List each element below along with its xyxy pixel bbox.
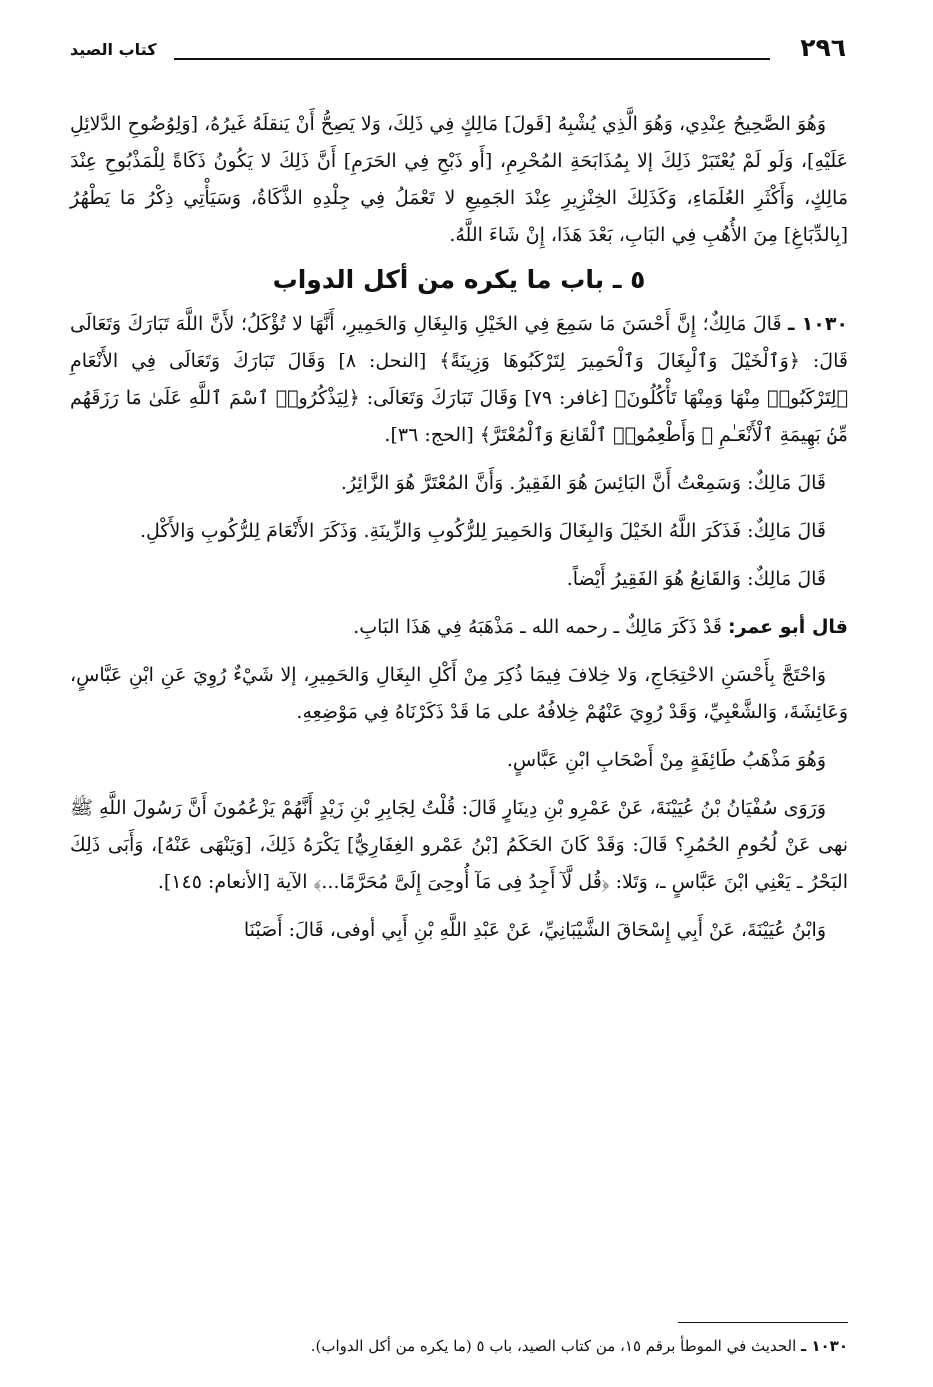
book-page: [70, 30, 848, 1370]
header-rule: [174, 58, 770, 60]
abu-umar-lead: قال أبو عمر:: [728, 616, 848, 638]
page-body: [70, 106, 848, 960]
hadith-paragraph: [70, 306, 848, 454]
abu-umar-paragraph: [70, 609, 848, 646]
hadith-number: ١٠٣٠ ـ: [788, 313, 849, 335]
footnote: [70, 1334, 848, 1358]
body-paragraph-3: قَالَ مَالِكٌ: وَالقَانِعُ هُوَ الفَقِيرُ أَيْضاً.: [566, 568, 826, 590]
body-paragraph-4: وَاحْتَجَّ بِأَحْسَنِ الاحْتِجَاجِ، وَلا خِلافَ فِيمَا ذُكِرَ مِنْ أَكْلِ البِغَالِ وَالحَمِيرِ، إلا شَيْءٌ رُوِيَ عَنِ ابْنِ عَبَّاسٍ، وَعَائِشَةَ، وَالشَّعْبِيِّ، وَقَدْ رُوِيَ عَنْهُمْ خِلافُهُ على مَا قَدْ ذَكَرْنَاهُ فِي مَوْضِعِهِ.: [70, 664, 848, 723]
page-number: ٢٩٦: [800, 33, 846, 62]
book-title: كتاب الصيد: [70, 40, 157, 59]
footnote-number: ١٠٣٠ ـ: [801, 1337, 848, 1355]
intro-paragraph: وَهُوَ الصَّحِيحُ عِنْدِي، وَهُوَ الَّذِي يُشْبِهُ [قَولَ] مَالِكٍ فِي ذَلِكَ، وَلا يَصِحُّ أَنْ يَنقلَهُ غَيرُهُ، [وَلِوُضُوحِ الدَّلائِلِ عَلَيْهِ]، وَلَو لَمْ يُعْتَبَرْ ذَلِكَ إلا بِمُذَابَحَةِ المُحْرِمِ، [أَو ذَبْحِ فِي الحَرَمِ] أَنَّ ذَلِكَ لا يَكُونُ ذَكَاةً لِلْمَذْبُوحِ عِنْدَ مَالِكٍ، وَأَكْثَرِ العُلَمَاءِ، وَكَذَلِكَ الخِنْزِيرِ عِنْدَ الجَمِيعِ لا تَعْمَلُ فِي جِلْدِهِ الذَّكَاةُ، وَسَيَأْتِي ذِكْرُ مَا يَطْهُرُ [بِالدِّبَاغِ] مِنَ الأُهُبِ فِي البَابِ، بَعْدَ هَذَا، إِنْ شَاءَ اللَّهُ.: [70, 113, 848, 246]
running-header: [70, 30, 848, 66]
chapter-heading: ٥ ـ باب ما يكره من أكل الدواب: [272, 265, 646, 294]
footnote-rule: [678, 1322, 848, 1323]
body-paragraph-1: قَالَ مَالِكٌ: وَسَمِعْتُ أَنَّ البَائِسَ هُوَ الفَقِيرُ. وَأَنَّ المُعْتَرَّ هُوَ الزَّائِرُ.: [340, 472, 826, 494]
abu-umar-text: قَدْ ذَكَرَ مَالِكٌ ـ رحمه الله ـ مَذْهَبَهُ فِي هَذَا البَابِ.: [353, 616, 729, 638]
body-paragraph-2: قَالَ مَالِكٌ: فَذَكَرَ اللَّهُ الخَيْلَ وَالبِغَالَ وَالحَمِيرَ لِلرُّكُوبِ وَالزِّينَةِ. وَذَكَرَ الأَنْعَامَ لِلرُّكُوبِ وَالأَكْلِ.: [140, 520, 826, 542]
footnote-text: الحديث في الموطأ برقم ١٥، من كتاب الصيد، باب ٥ (ما يكره من أكل الدواب).: [310, 1337, 802, 1355]
body-paragraph-6: وَرَوَى سُفْيَانُ بْنُ عُيَيْنَةَ، عَنْ عَمْرِو بْنِ دِينَارٍ قَالَ: قُلْتُ لِجَابِرِ بْنِ زَيْدٍ أَنَّهُمْ يَزْعُمُونَ أَنَّ رَسُولَ اللَّهِ ﷺ نهى عَنْ لُحُومِ الحُمُرِ؟ قَالَ: وَقَدْ كَانَ الحَكَمُ [بْنُ عَمْرو الغِفَارِيُّ] يَكْرَهُ ذَلِكَ، [وَيَنْهَى عَنْهُ]، وَأَبَى ذَلِكَ البَحْرُ ـ يَعْنِي ابْنَ عَبَّاسٍ ـ، وَتَلا: ﴿قُل لَّآ أَجِدُ فِى مَآ أُوحِىَ إِلَىَّ مُحَرَّمًا...﴾ الآية [الأنعام: ١٤٥].: [70, 797, 848, 893]
hadith-text: قَالَ مَالِكٌ؛ إِنَّ أَحْسَنَ مَا سَمِعَ فِي الخَيْلِ وَالبِغَالِ وَالحَمِيرِ، أَنَّهَا لا تُؤْكَلُ؛ لأَنَّ اللَّهَ تَبَارَكَ وَتَعَالَى قَالَ: ﴿وَٱلْخَيْلَ وَٱلْبِغَالَ وَٱلْحَمِيرَ لِتَرْكَبُوهَا وَزِينَةً﴾ [النحل: ٨] وَقَالَ تَبَارَكَ وَتَعَالَى فِي الأَنْعَامِ ﴿لِتَرْكَبُوا۟ مِنْهَا وَمِنْهَا تَأْكُلُونَ﴾ [غافر: ٧٩] وَقَالَ تَبَارَكَ وَتَعَالَى: ﴿لِيَذْكُرُوا۟ ٱسْمَ ٱللَّهِ عَلَىٰ مَا رَزَقَهُم مِّنۢ بَهِيمَةِ ٱلْأَنْعَـٰمِ ۖ وَأَطْعِمُوا۟ ٱلْقَانِعَ وَٱلْمُعْتَرَّ﴾ [الحج: ٣٦].: [70, 313, 848, 446]
body-paragraph-7: وَابْنُ عُيَيْنَةَ، عَنْ أَبِي إِسْحَاقَ الشَّيْبَانِيِّ، عَنْ عَبْدِ اللَّهِ بْنِ أَبِي أوفى، قَالَ: أَصَبْنَا: [243, 919, 826, 941]
body-paragraph-5: وَهُوَ مَذْهَبُ طَائِفَةٍ مِنْ أَصْحَابِ ابْنِ عَبَّاسٍ.: [506, 749, 826, 771]
